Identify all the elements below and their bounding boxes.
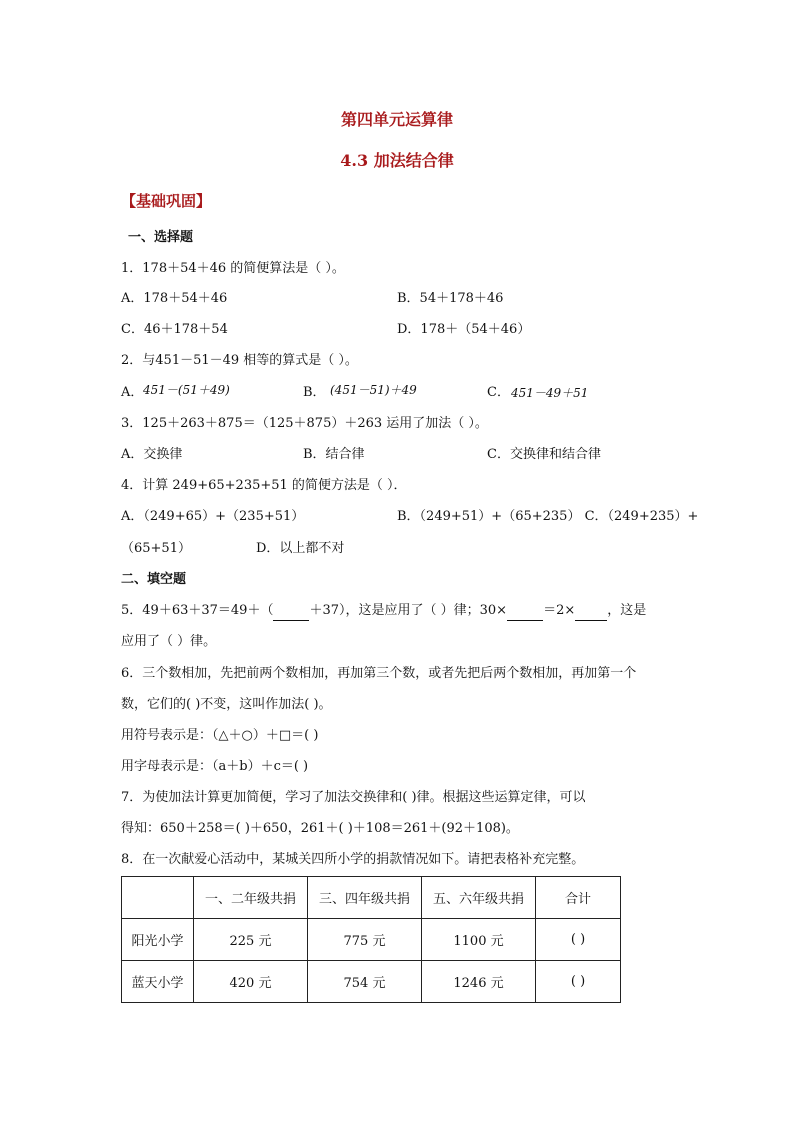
question-2-stem: 2．与451－51－49 相等的算式是（ ）。 — [121, 353, 358, 368]
question-1-option-d: D．178＋（54＋46） — [397, 322, 531, 337]
question-3-option-b: B．结合律 — [303, 447, 365, 462]
question-2-option-b-label: B． — [303, 385, 326, 400]
question-4-stem: 4．计算 249+65+235+51 的简便方法是（ ）． — [121, 478, 407, 493]
section-heading: 【基础巩固】 — [121, 192, 212, 210]
table-header-cell: 合计 — [536, 877, 621, 919]
table-header-row — [122, 877, 621, 919]
table-cell: 754 元 — [308, 961, 422, 1003]
question-1-option-b: B．54＋178＋46 — [397, 291, 504, 306]
answer-blank[interactable] — [575, 602, 607, 621]
question-3-option-c: C．交换律和结合律 — [487, 447, 601, 462]
page-title: 第四单元运算律 — [340, 110, 453, 129]
page-subtitle: 4.3 加法结合律 — [340, 151, 454, 170]
table-cell-school: 蓝天小学 — [122, 961, 194, 1003]
table-cell: 1100 元 — [422, 919, 536, 961]
question-2-option-c-label: C． — [487, 385, 510, 400]
question-5-text-c: ＝2× — [543, 603, 576, 618]
question-4-option-d: D．以上都不对 — [256, 541, 345, 556]
question-4-option-bc: B．（249+51）+（65+235） C．（249+235）+ — [397, 509, 699, 524]
question-4-option-a: A．（249+65）+（235+51） — [121, 509, 305, 524]
table-cell: 225 元 — [194, 919, 308, 961]
question-6-line-1: 6．三个数相加，先把前两个数相加，再加第三个数，或者先把后两个数相加，再加第一个 — [121, 666, 637, 681]
answer-blank[interactable] — [273, 602, 309, 621]
question-5-text-a: 5．49＋63＋37＝49＋（ — [121, 603, 274, 618]
table-cell-school: 阳光小学 — [122, 919, 194, 961]
question-5-text-b: ＋37），这是应用了（ ）律；30× — [309, 603, 508, 618]
table-header-cell: 三、四年级共捐 — [308, 877, 422, 919]
question-5-line-1 — [121, 602, 646, 621]
question-3-option-a: A．交换律 — [121, 447, 183, 462]
donation-table — [121, 876, 621, 1003]
table-cell-total[interactable]: ( ) — [536, 919, 621, 961]
table-cell-total[interactable]: ( ) — [536, 961, 621, 1003]
table-cell: 775 元 — [308, 919, 422, 961]
part-heading-choice: 一、选择题 — [128, 230, 194, 245]
question-2-option-a-label: A． — [121, 385, 144, 400]
question-8-stem: 8．在一次献爱心活动中，某城关四所小学的捐款情况如下。请把表格补充完整。 — [121, 852, 585, 867]
question-7-line-2: 得知：650＋258＝( )＋650，261＋( )＋108＝261＋(92＋108)。 — [121, 821, 519, 836]
table-header-cell — [122, 877, 194, 919]
table-cell: 1246 元 — [422, 961, 536, 1003]
table-row — [122, 961, 621, 1003]
question-5-line-2: 应用了（ ）律。 — [121, 634, 217, 649]
question-2-option-a: 451－(51＋49) — [143, 383, 230, 397]
question-6-line-4: 用字母表示是：（a＋b）＋c＝( ) — [121, 759, 309, 774]
table-cell: 420 元 — [194, 961, 308, 1003]
answer-blank[interactable] — [507, 602, 543, 621]
table-header-cell: 五、六年级共捐 — [422, 877, 536, 919]
question-5-text-d: ，这是 — [607, 603, 647, 618]
question-6-line-2: 数，它们的( )不变，这叫作加法( )。 — [121, 697, 332, 712]
table-header-cell: 一、二年级共捐 — [194, 877, 308, 919]
question-4-option-c-cont: （65+51） — [121, 541, 191, 556]
question-7-line-1: 7．为使加法计算更加简便，学习了加法交换律和( )律。根据这些运算定律，可以 — [121, 790, 586, 805]
question-2-option-b: (451－51)＋49 — [330, 383, 417, 397]
part-heading-fill: 二、填空题 — [121, 572, 187, 587]
question-6-line-3: 用符号表示是：（△＋○）＋□＝( ) — [121, 728, 319, 743]
question-3-stem: 3．125＋263＋875＝（125＋875）＋263 运用了加法（ ）。 — [121, 416, 488, 431]
question-1-option-c: C．46＋178＋54 — [121, 322, 228, 337]
question-2-option-c: 451－49＋51 — [511, 386, 589, 400]
question-1-stem: 1．178＋54＋46 的简便算法是（ ）。 — [121, 261, 345, 276]
question-1-option-a: A．178＋54＋46 — [121, 291, 228, 306]
table-row — [122, 919, 621, 961]
